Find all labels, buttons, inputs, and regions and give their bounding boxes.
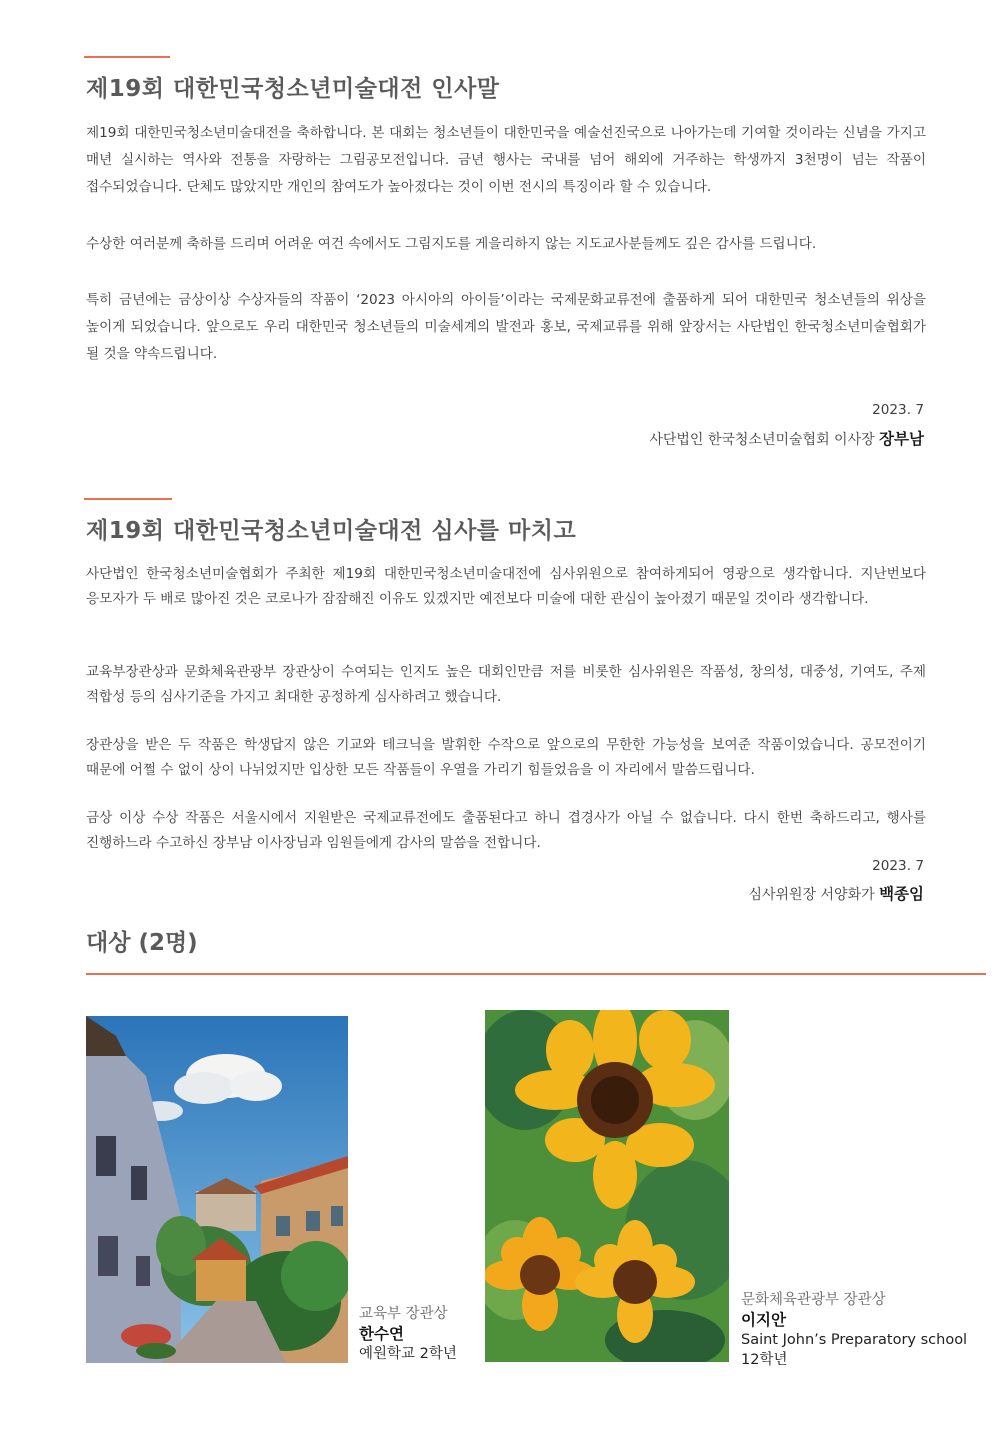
section1-signer-role: 사단법인 한국청소년미술협회 이사장	[649, 432, 875, 448]
section2-paragraph-4: 금상 이상 수상 작품은 서울시에서 지원받은 국제교류전에도 출품된다고 하니 겹경사가 아닐 수 없습니다. 다시 한번 축하드리고, 행사를 진행하느라 수고하신 장부남 이사장님과 임원들에게 감사의 말씀을 전합니다.	[86, 810, 926, 851]
winner-1-name: 한수연	[359, 1325, 404, 1343]
section1-title: 제19회 대한민국청소년미술대전 인사말	[86, 76, 500, 102]
section2-paragraph-3: 장관상을 받은 두 작품은 학생답지 않은 기교와 테크닉을 발휘한 수작으로 앞으로의 무한한 가능성을 보여준 작품이었습니다. 공모전이기 때문에 어쩔 수 없이 상이 나뉘었지만 입상한 모든 작품들이 우열을 가리기 힘들었음을 이 자리에서 말씀드립니다.	[86, 737, 926, 778]
section1-signer-name: 장부남	[879, 430, 924, 448]
winner-2-school: Saint John’s Preparatory school	[741, 1332, 968, 1348]
section1-accent-line	[84, 56, 170, 58]
section2-paragraph-1: 사단법인 한국청소년미술협회가 주최한 제19회 대한민국청소년미술대전에 심사위원으로 참여하게되어 영광으로 생각합니다. 지난번보다 응모자가 두 배로 많아진 것은 코로나가 잠잠해진 이유도 있겠지만 예전보다 미술에 대한 관심이 높아졌기 때문일 것이라 생각합니다.	[86, 566, 926, 607]
awards-title: 대상 (2명)	[86, 930, 198, 956]
winner-1-caption	[359, 1304, 457, 1364]
street-scene-painting	[86, 1016, 348, 1363]
section2-accent-line	[84, 498, 172, 500]
winner-2-prize: 문화체육관광부 장관상	[741, 1292, 886, 1308]
section1-date: 2023. 7	[872, 402, 924, 418]
winner-1-prize: 교육부 장관상	[359, 1306, 448, 1322]
artwork-sunflowers	[485, 1010, 729, 1362]
section2-paragraph-2: 교육부장관상과 문화체육관광부 장관상이 수여되는 인지도 높은 대회인만큼 저를 비롯한 심사위원은 작품성, 창의성, 대중성, 기여도, 주제 적합성 등의 심사기준을 가지고 최대한 공정하게 심사하려고 했습니다.	[86, 664, 926, 705]
sunflowers-painting	[485, 1010, 729, 1362]
section2-signer-name: 백종임	[879, 885, 924, 903]
section1-signature	[649, 427, 924, 449]
section2-signer-role: 심사위원장 서양화가	[748, 887, 875, 903]
awards-divider	[86, 973, 986, 975]
winner-2-caption	[741, 1290, 967, 1370]
winner-2-grade: 12학년	[741, 1352, 788, 1368]
winner-1-school: 예원학교 2학년	[359, 1346, 457, 1362]
section1-paragraph-3: 특히 금년에는 금상이상 수상자들의 작품이 ‘2023 아시아의 아이들’이라는 국제문화교류전에 출품하게 되어 대한민국 청소년들의 위상을 높이게 되었습니다. 앞으로도 우리 대한민국 청소년들의 미술세계의 발전과 홍보, 국제교류를 위해 앞장서는 사단법인 한국청소년미술협회가 될 것을 약속드립니다.	[86, 292, 926, 362]
section1-paragraph-1: 제19회 대한민국청소년미술대전을 축하합니다. 본 대회는 청소년들이 대한민국을 예술선진국으로 나아가는데 기여할 것이라는 신념을 가지고 매년 실시하는 역사와 전통을 자랑하는 그림공모전입니다. 금년 행사는 국내를 넘어 해외에 거주하는 학생까지 3천명이 넘는 작품이 접수되었습니다. 단체도 많았지만 개인의 참여도가 높아졌다는 것이 이번 전시의 특징이라 할 수 있습니다.	[86, 125, 926, 195]
section2-date: 2023. 7	[872, 858, 924, 874]
artwork-street-scene	[86, 1016, 348, 1363]
winner-2-name: 이지안	[741, 1311, 786, 1329]
section2-signature	[748, 882, 924, 904]
section1-paragraph-2: 수상한 여러분께 축하를 드리며 어려운 여건 속에서도 그림지도를 게을리하지 않는 지도교사분들께도 깊은 감사를 드립니다.	[86, 236, 817, 252]
section2-title: 제19회 대한민국청소년미술대전 심사를 마치고	[86, 518, 577, 544]
